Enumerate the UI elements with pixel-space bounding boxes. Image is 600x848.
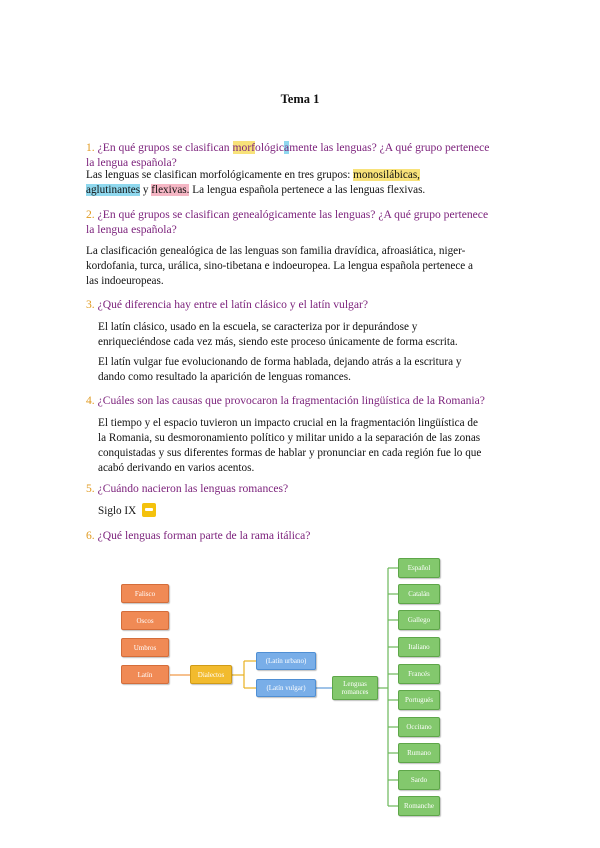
node-espanol: Español: [398, 558, 440, 578]
a2-line2: kordofania, turca, urálica, sino-tibetana e indoeuropea. La lengua española pertenece a: [86, 260, 474, 272]
q3-text-line1: ¿Qué diferencia hay entre el latín clásico y el latín vulgar?: [97, 298, 369, 311]
a1-highlight-aglutinantes: aglutinantes: [86, 184, 141, 196]
a1-highlight-flexivas: flexivas.: [151, 184, 190, 196]
node-gallego: Gallego: [398, 610, 440, 630]
a3-p2-line1: El latín vulgar fue evolucionando de forma hablada, dejando atrás a la escritura y: [98, 356, 462, 368]
q2-text-line2: la lengua española?: [86, 223, 177, 236]
page-title: Tema 1: [280, 92, 320, 106]
question-1-number: 1.: [86, 141, 95, 154]
node-latin-vulgar: (Latín vulgar): [256, 679, 316, 697]
a1-highlight-monosilabicas: monosilábicas,: [353, 169, 420, 181]
question-3-number: 3.: [86, 298, 95, 311]
node-lenguas-romances: Lenguas romances: [332, 676, 378, 700]
q1-text-post: mente las lenguas? ¿A qué grupo pertenece: [289, 141, 490, 154]
node-latin: Latín: [121, 665, 169, 684]
a3-p1-line2: enriqueciéndose cada vez más, siendo este proceso únicamente de forma escrita.: [98, 336, 458, 348]
node-catalan: Catalán: [398, 584, 440, 604]
q6-text-line1: ¿Qué lenguas forman parte de la rama itálica?: [97, 529, 311, 542]
node-occitano: Occitano: [398, 717, 440, 737]
node-umbros: Umbros: [121, 638, 169, 657]
a2-line1: La clasificación genealógica de las lenguas son familia dravídica, afroasiática, niger-: [86, 245, 466, 257]
node-oscos: Oscos: [121, 611, 169, 630]
a4-line3: conquistadas y sus diferentes formas de hablar y pronunciar en cada región fue lo que: [98, 447, 482, 459]
q1-text-pre: ¿En qué grupos se clasifican: [97, 141, 233, 154]
node-dialectos: Dialectos: [190, 665, 232, 684]
node-italiano: Italiano: [398, 637, 440, 657]
question-4-number: 4.: [86, 394, 95, 407]
node-sardo: Sardo: [398, 770, 440, 790]
question-6-number: 6.: [86, 529, 95, 542]
node-frances: Francés: [398, 664, 440, 684]
q5-text-line1: ¿Cuándo nacieron las lenguas romances?: [97, 482, 289, 495]
a1-text-post: La lengua española pertenece a las lenguas flexivas.: [189, 184, 426, 196]
node-latin-urbano: (Latín urbano): [256, 652, 316, 670]
q2-text-line1: ¿En qué grupos se clasifican genealógicamente las lenguas? ¿A qué grupo pertenece: [97, 208, 489, 221]
a1-text-and: y: [140, 184, 152, 196]
node-portugues: Portugués: [398, 690, 440, 710]
a1-text-pre: Las lenguas se clasifican morfológicamente en tres grupos:: [86, 169, 354, 181]
question-5-number: 5.: [86, 482, 95, 495]
a4-line2: la Romania, su desmoronamiento político y militar unido a la separación de las zonas: [98, 432, 481, 444]
a5-text: Siglo IX: [98, 505, 137, 517]
q4-text-line1: ¿Cuáles son las causas que provocaron la fragmentación lingüística de la Romania?: [97, 394, 485, 407]
question-2-number: 2.: [86, 208, 95, 221]
node-rumano: Rumano: [398, 743, 440, 763]
a3-p2-line2: dando como resultado la aparición de lenguas romances.: [98, 371, 351, 383]
q1-highlight-a: a: [284, 141, 290, 154]
a4-line4: acabó derivando en varios acentos.: [98, 462, 255, 474]
a4-line1: El tiempo y el espacio tuvieron un impacto crucial en la fragmentación lingüística de: [98, 417, 478, 429]
q1-text-line2: la lengua española?: [86, 156, 177, 169]
a3-p1-line1: El latín clásico, usado en la escuela, se caracteriza por ir depurándose y: [98, 321, 418, 333]
node-falisco: Falisco: [121, 584, 169, 603]
q1-text-mid: ológic: [255, 141, 285, 154]
a2-line3: las indoeuropeas.: [86, 275, 164, 287]
node-romanche: Romanche: [398, 796, 440, 816]
q1-highlight-morf: morf: [232, 141, 256, 154]
